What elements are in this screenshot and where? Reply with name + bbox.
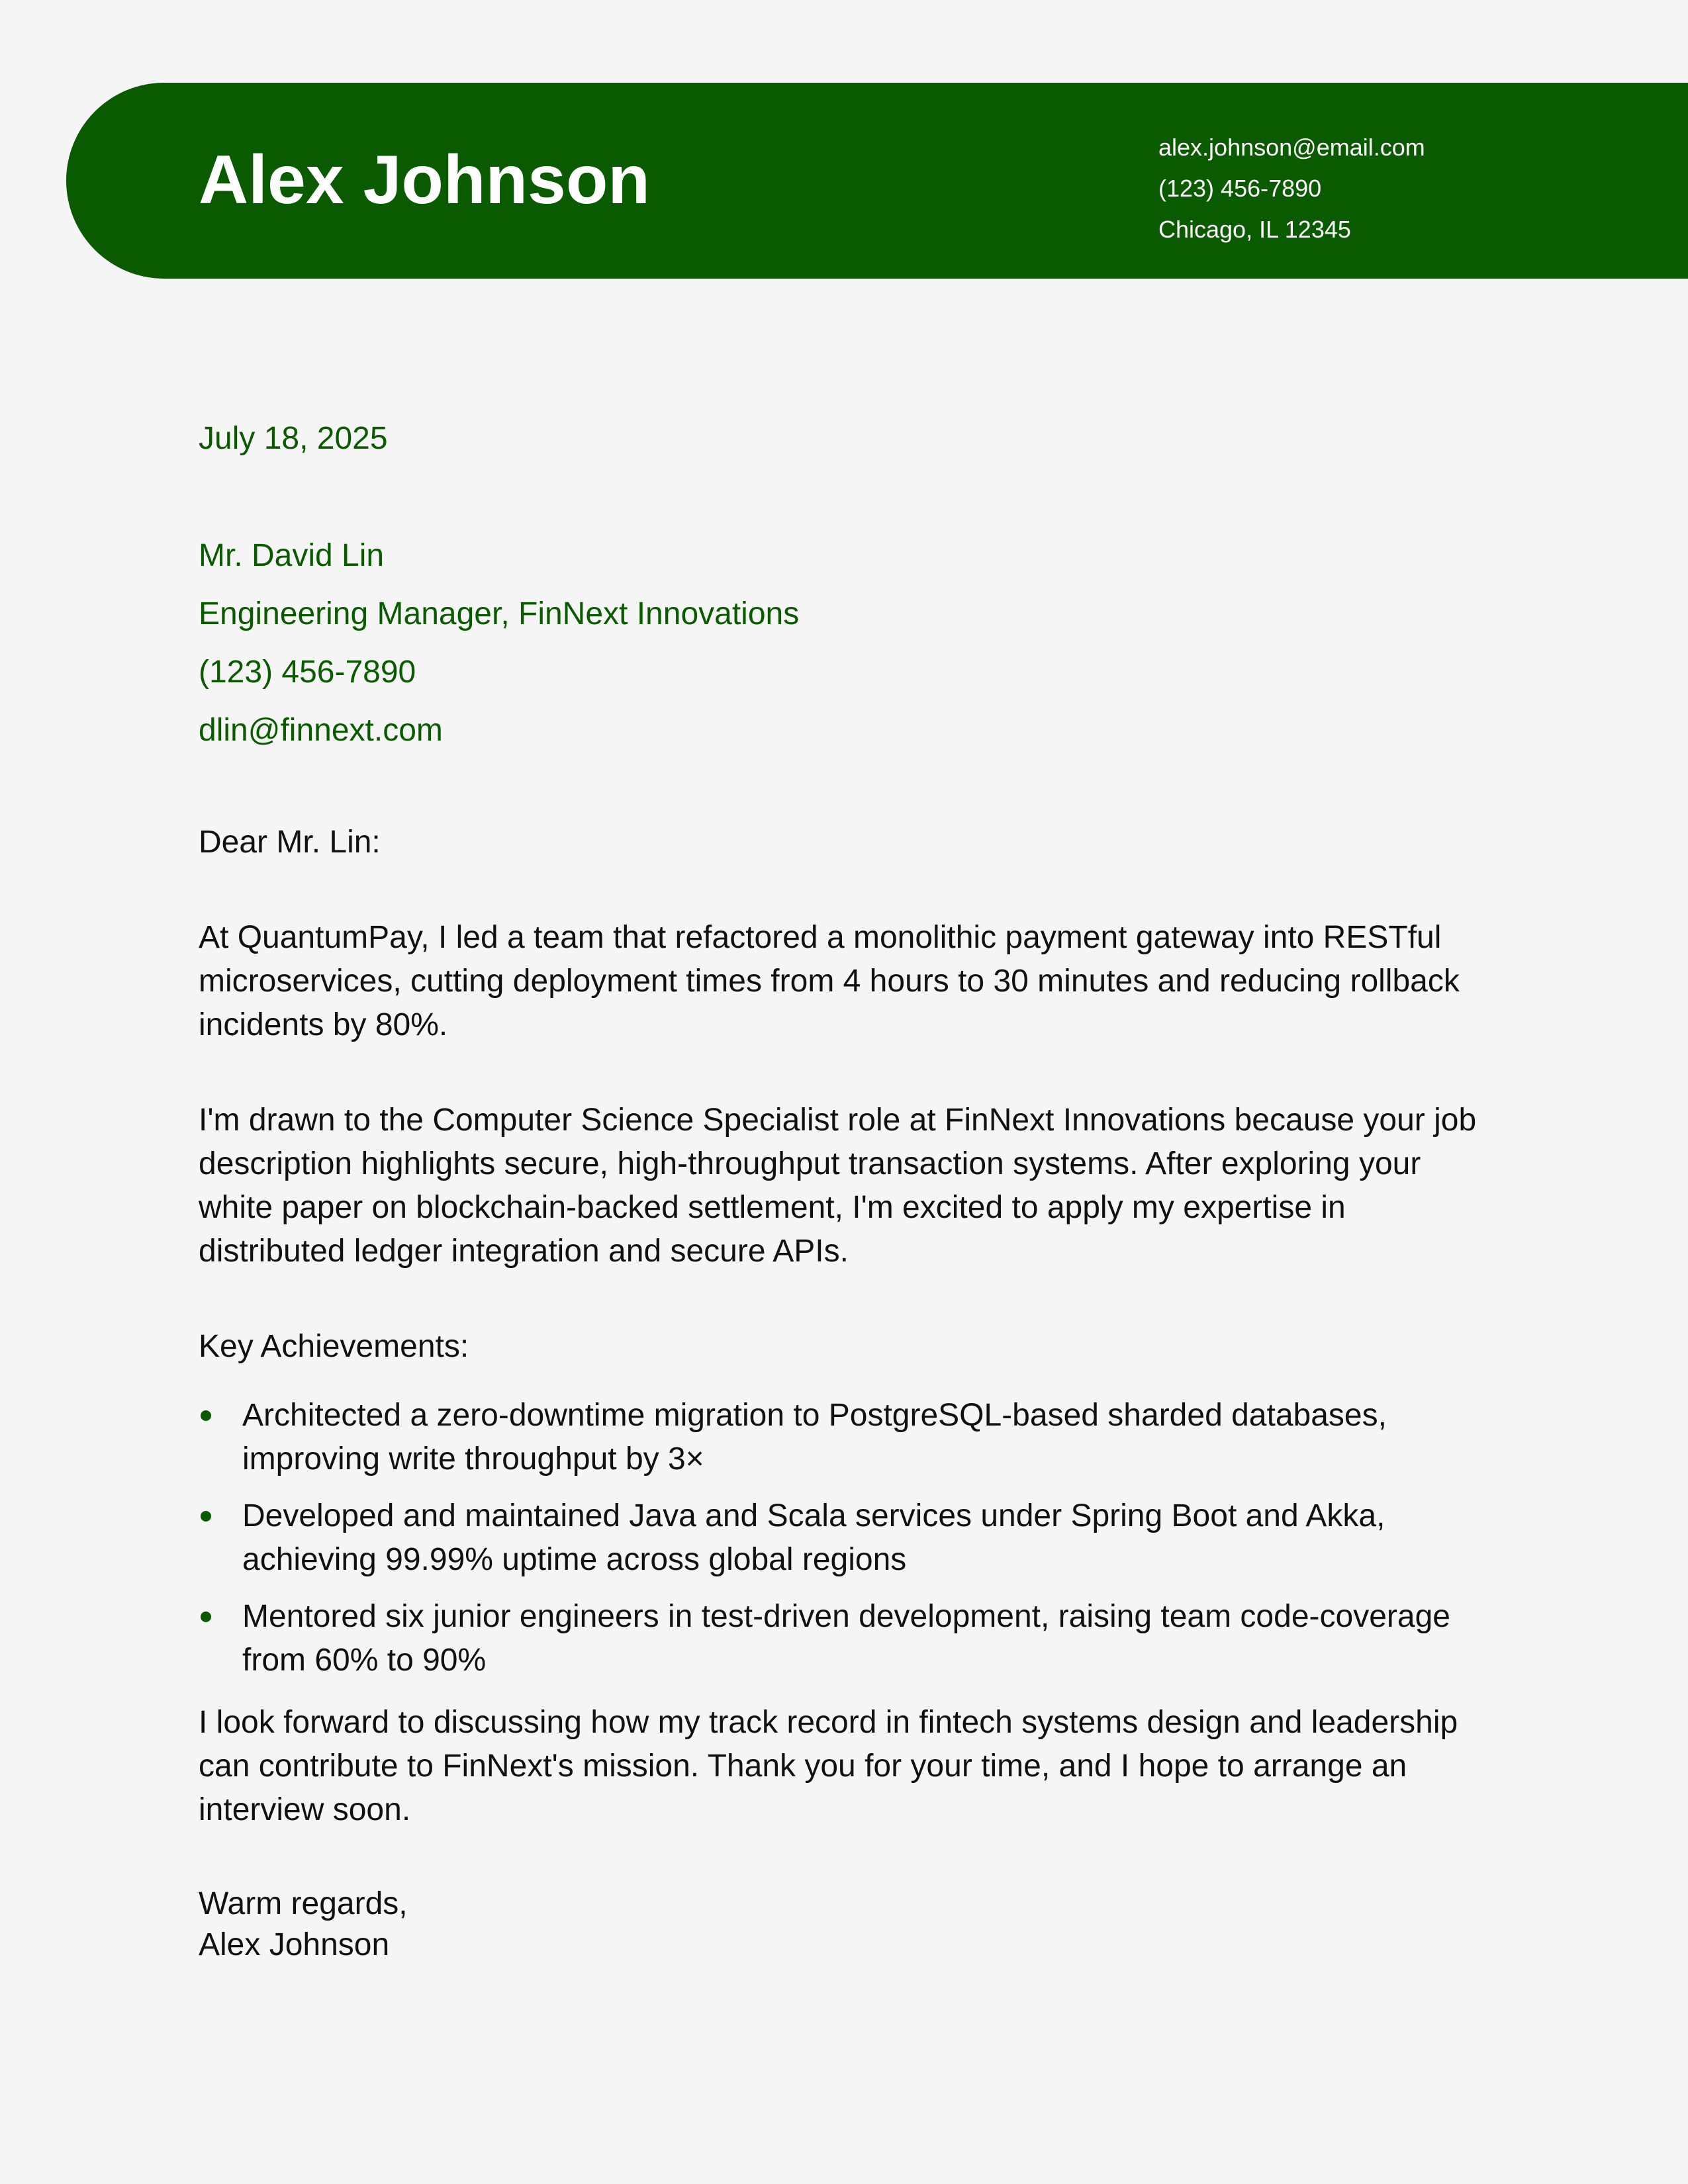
letter-date: July 18, 2025 (199, 421, 388, 456)
achievement-text: Architected a zero-downtime migration to PostgreSQL-based sharded databases, improving write throughput by 3× (242, 1398, 1387, 1477)
signoff: Warm regards, (199, 1886, 408, 1921)
achievements-list (199, 1394, 1489, 1682)
sender-name: Alex Johnson (199, 142, 650, 218)
body-paragraph: I'm drawn to the Computer Science Specialist role at FinNext Innovations because your job description highlights secure, high-throughput transaction systems. After exploring your white paper on blockchain-backed settlement, I'm excited to apply my expertise in distributed ledger integration and secure APIs. (199, 1103, 1477, 1269)
signoff-block (199, 1884, 1489, 1966)
bullet-icon (201, 1410, 211, 1421)
sender-location: Chicago, IL 12345 (1158, 216, 1351, 243)
recipient-email: dlin@finnext.com (199, 713, 443, 748)
sender-phone: (123) 456-7890 (1158, 175, 1322, 202)
body-paragraph: At QuantumPay, I led a team that refactored a monolithic payment gateway into RESTful microservices, cutting deployment times from 4 hours to 30 minutes and reducing rollback incidents by 80%. (199, 920, 1460, 1042)
signature-name: Alex Johnson (199, 1927, 390, 1962)
achievements-heading: Key Achievements: (199, 1329, 469, 1364)
recipient-title: Engineering Manager, FinNext Innovations (199, 596, 800, 631)
bullet-icon (201, 1612, 211, 1622)
letter-body (199, 417, 1489, 1966)
sender-email: alex.johnson@email.com (1158, 134, 1425, 161)
achievement-text: Mentored six junior engineers in test-driven development, raising team code-coverage from 60% to 90% (242, 1599, 1450, 1678)
bullet-icon (201, 1511, 211, 1522)
recipient-block (199, 527, 1489, 760)
list-item (199, 1494, 1489, 1582)
achievement-text: Developed and maintained Java and Scala services under Spring Boot and Akka, achieving 99.99% uptime across global regions (242, 1498, 1385, 1577)
list-item (199, 1394, 1489, 1481)
list-item (199, 1595, 1489, 1682)
closing-paragraph: I look forward to discussing how my track record in fintech systems design and leadership can contribute to FinNext's mission. Thank you for your time, and I hope to arrange an interview soon. (199, 1705, 1458, 1827)
recipient-name: Mr. David Lin (199, 538, 385, 573)
salutation: Dear Mr. Lin: (199, 825, 381, 860)
sender-contact (1158, 127, 1425, 250)
recipient-phone: (123) 456-7890 (199, 655, 416, 690)
